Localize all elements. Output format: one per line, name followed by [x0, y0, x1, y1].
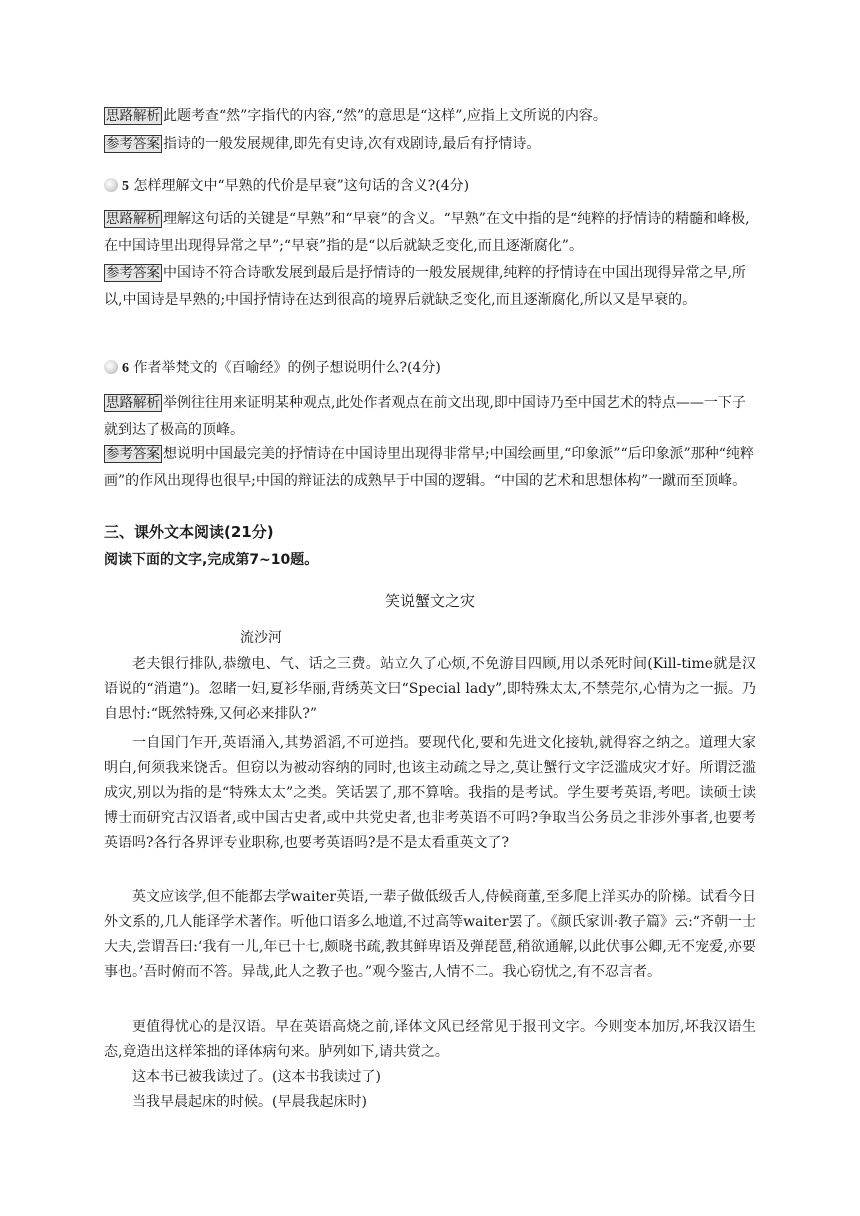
q4-analysis [104, 103, 754, 130]
article-paragraph: 一自国门乍开,英语涌入,其势滔滔,不可逆挡。要现代化,要和先进文化接轨,就得容之纳之。道理大家明白,何须我来饶舌。但窃以为被动容纳的同时,也该主动疏之导之,莫让蟹行文字泛滥成灾才好。所谓泛滥成灾,别以为指的是“特殊太太”之类。笑话罢了,那不算啥。我指的是考试。学生要考英语,考吧。读硕士读博士而研究古汉语者,或中国古史者,或中共党史者,也非考英语不可吗?争取当公务员之非涉外事者,也要考英语吗?各行各界评专业职称,也要考英语吗?是不是太看重英文了? [104, 735, 756, 851]
question-5 [104, 174, 754, 199]
question-6 [104, 356, 754, 381]
analysis-label: 思路解析 [106, 211, 160, 227]
q6-answer [104, 441, 754, 495]
article-paragraph: 这本书已被我读过了。(这本书我读过了) [132, 1069, 381, 1085]
article-paragraph: 更值得忧心的是汉语。早在英语高烧之前,译体文风已经常见于报刊文字。今则变本加厉,坏我汉语生态,竟造出这样笨拙的译体病句来。胪列如下,请共赏之。 [104, 1019, 756, 1060]
q4-analysis-text: 此题考查“然”字指代的内容,“然”的意思是“这样”,应指上文所说的内容。 [163, 108, 607, 124]
article-author: 流沙河 [240, 630, 282, 646]
q6-analysis [104, 390, 754, 444]
q5-analysis-text: 理解这句话的关键是“早熟”和“早衰”的含义。“早熟”在文中指的是“纯粹的抒情诗的精髓和峰极,在中国诗里出现得异常之早”;“早衰”指的是“以后就缺乏变化,而且逐渐腐化”。 [104, 211, 750, 254]
analysis-label: 思路解析 [106, 395, 160, 411]
q6-answer-text: 想说明中国最完美的抒情诗在中国诗里出现得非常早;中国绘画里,“印象派”“后印象派”那种“纯粹画”的作风出现得也很早;中国的辩证法的成熟早于中国的逻辑。“中国的艺术和思想体构”一蹴而至顶峰。 [104, 446, 754, 489]
article-paragraph: 老夫银行排队,恭缴电、气、话之三费。站立久了心烦,不免游目四顾,用以杀死时间(Kill-time就是汉语说的“消遣”)。忽睹一妇,夏衫华丽,背绣英文曰“Special lady”,即特殊太太,不禁莞尔,心情为之一振。乃自思忖:“既然特殊,又何必来排队?” [104, 656, 756, 722]
q5-answer [104, 260, 754, 314]
q4-answer [104, 131, 754, 158]
section-instruction: 阅读下面的文字,完成第7~10题。 [104, 552, 319, 568]
question-5-text: 怎样理解文中“早熟的代价是早衰”这句话的含义?(4分) [133, 178, 470, 194]
answer-label: 参考答案 [106, 136, 160, 152]
answer-label: 参考答案 [106, 265, 160, 281]
q5-analysis [104, 206, 754, 260]
question-bullet-icon [104, 360, 118, 374]
question-6-number: 6 [122, 361, 129, 376]
q6-analysis-text: 举例往往用来证明某种观点,此处作者观点在前文出现,即中国诗乃至中国艺术的特点——一下子就到达了极高的顶峰。 [104, 395, 746, 438]
article-title: 笑说蟹文之灾 [384, 592, 475, 610]
q5-answer-text: 中国诗不符合诗歌发展到最后是抒情诗的一般发展规律,纯粹的抒情诗在中国出现得异常之早,所以,中国诗是早熟的;中国抒情诗在达到很高的境界后就缺乏变化,而且逐渐腐化,所以又是早衰的。 [104, 265, 746, 308]
section-heading: 三、课外文本阅读(21分) [104, 523, 274, 541]
q4-answer-text: 指诗的一般发展规律,即先有史诗,次有戏剧诗,最后有抒情诗。 [163, 136, 541, 152]
question-6-text: 作者举梵文的《百喻经》的例子想说明什么?(4分) [133, 360, 441, 376]
analysis-label: 思路解析 [106, 108, 160, 124]
question-5-number: 5 [122, 179, 129, 194]
article-paragraph: 当我早晨起床的时候。(早晨我起床时) [132, 1094, 367, 1110]
article-paragraph: 英文应该学,但不能都去学waiter英语,一辈子做低级舌人,侍候商董,至多爬上洋买办的阶梯。试看今日外文系的,几人能译学术著作。听他口语多么地道,不过高等waiter罢了。《颜氏家训·教子篇》云:“齐朝一士大夫,尝谓吾曰:‘我有一儿,年已十七,颇晓书疏,教其鲜卑语及弹琵琶,稍欲通解,以此伏事公卿,无不宠爱,亦要事也。’吾时俯而不答。异哉,此人之教子也。”观今鉴古,人情不二。我心窃忧之,有不忍言者。 [104, 889, 756, 980]
question-bullet-icon [104, 178, 118, 192]
answer-label: 参考答案 [106, 446, 160, 462]
